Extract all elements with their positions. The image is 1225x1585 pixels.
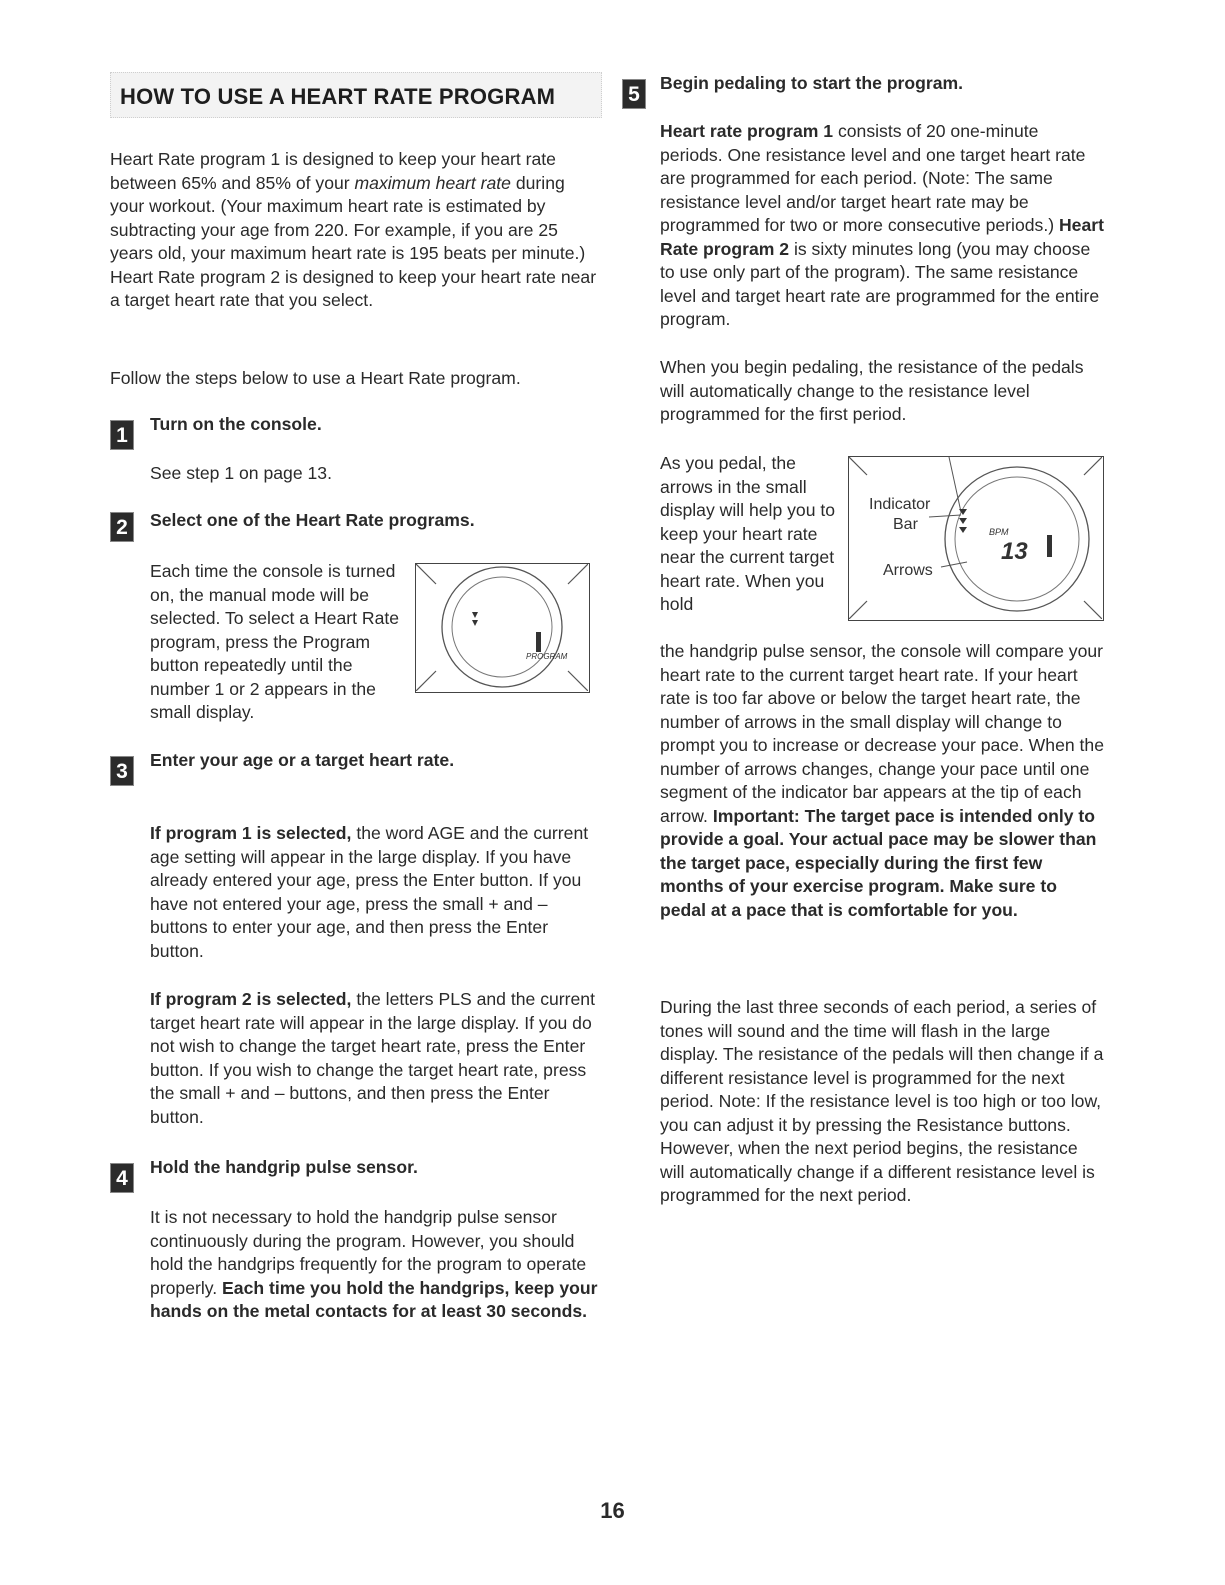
step-5-badge: 5	[622, 79, 646, 109]
program-display-illustration	[416, 564, 588, 691]
bar-label: Bar	[893, 516, 918, 533]
step-5-paragraph-1: Heart rate program 1 consists of 20 one-minute periods. One resistance level and one target heart rate are programmed for each period. (Note: The same resistance level and/or target heart rate may be programmed for two or more consecutive periods.) Heart Rate program 2 is sixty minutes long (you may choose to use only part of the program). The same resistance level and target heart rate are programmed for the entire program.	[660, 121, 1104, 329]
step-5-paragraph-2: When you begin pedaling, the resistance of the pedals will automatically change to the resistance level programmed for the first period.	[660, 357, 1084, 424]
step-5-paragraph-3-wrap: As you pedal, the arrows in the small display will help you to keep your heart rate near the current target heart rate. When you hold	[660, 453, 836, 614]
step-3-paragraph-2: If program 2 is selected, the letters PLS and the current target heart rate will appear in the large display. If you do not wish to change the target heart rate, press the Enter button. If you wish to change the target heart rate, press the small + and – buttons, and then press the Enter button.	[150, 989, 595, 1127]
step-1-text: See step 1 on page 13.	[150, 463, 332, 483]
step-4-text: It is not necessary to hold the handgrip pulse sensor continuously during the program. However, you should hold the handgrips frequently for the program to operate properly. Each time you hold the handgrips, keep your hands on the metal contacts for at least 30 seconds.	[150, 1207, 598, 1321]
page-title: HOW TO USE A HEART RATE PROGRAM	[120, 84, 556, 109]
step-3-paragraph-1: If program 1 is selected, the word AGE and the current age setting will appear in the large display. If you have already entered your age, press the Enter button. If you have not entered your age, press the small + and – buttons to enter your age, and then press the Enter button.	[150, 823, 589, 961]
bpm-label: BPM	[989, 527, 1009, 537]
program-label: PROGRAM	[526, 652, 568, 661]
step-5-paragraph-4: During the last three seconds of each period, a series of tones will sound and the time will flash in the large display. The resistance of the pedals will then change if a different resistance level is programmed for the next period. Note: If the resistance level is too high or too low, you can adjust it by pressing the Resistance buttons. However, when the next period begins, the resistance will automatically change if a different resistance level is programmed for the next period.	[660, 997, 1104, 1205]
step-2-badge: 2	[110, 512, 134, 542]
step-4-badge: 4	[110, 1163, 134, 1193]
step-1-heading: Turn on the console.	[150, 414, 322, 434]
arrows-label: Arrows	[883, 562, 933, 579]
step-4-heading: Hold the handgrip pulse sensor.	[150, 1157, 418, 1177]
step-5-heading: Begin pedaling to start the program.	[660, 73, 964, 93]
step-2-text: Each time the console is turned on, the manual mode will be selected. To select a Heart Rate program, press the Program button repeatedly until the number 1 or 2 appears in the small display.	[150, 561, 400, 722]
heart-rate-readout: 13	[1001, 538, 1028, 565]
step-3-heading: Enter your age or a target heart rate.	[150, 750, 455, 770]
step-1-badge: 1	[110, 420, 134, 450]
intro-emphasis: maximum heart rate	[354, 172, 511, 193]
indicator-display-figure	[848, 456, 1104, 621]
indicator-display-illustration	[849, 457, 1102, 619]
program-display-figure	[415, 563, 590, 693]
step-3-badge: 3	[110, 756, 134, 786]
intro-paragraph: Heart Rate program 1 is designed to keep your heart rate between 65% and 85% of your maximum heart rate during your workout. (Your maximum heart rate is estimated by subtracting your age from 220. For example, if you are 25 years old, your maximum heart rate is 195 beats per minute.) Heart Rate program 2 is designed to keep your heart rate near a target heart rate that you select.	[110, 149, 597, 310]
indicator-label: Indicator	[869, 496, 931, 513]
step-5-paragraph-3: the handgrip pulse sensor, the console will compare your heart rate to the current target heart rate. If your heart rate is too far above or below the target heart rate, the number of arrows in the small display will change to prompt you to increase or decrease your pace. When the number of arrows changes, change your pace until one segment of the indicator bar appears at the tip of each arrow. Important: The target pace is intended only to provide a goal. Your actual pace may be slower than the target pace, especially during the first few months of your exercise program. Make sure to pedal at a pace that is comfortable for you.	[660, 641, 1104, 920]
step-2-heading: Select one of the Heart Rate programs.	[150, 510, 475, 530]
page-number: 16	[600, 1498, 625, 1523]
follow-text: Follow the steps below to use a Heart Rate program.	[110, 368, 521, 388]
